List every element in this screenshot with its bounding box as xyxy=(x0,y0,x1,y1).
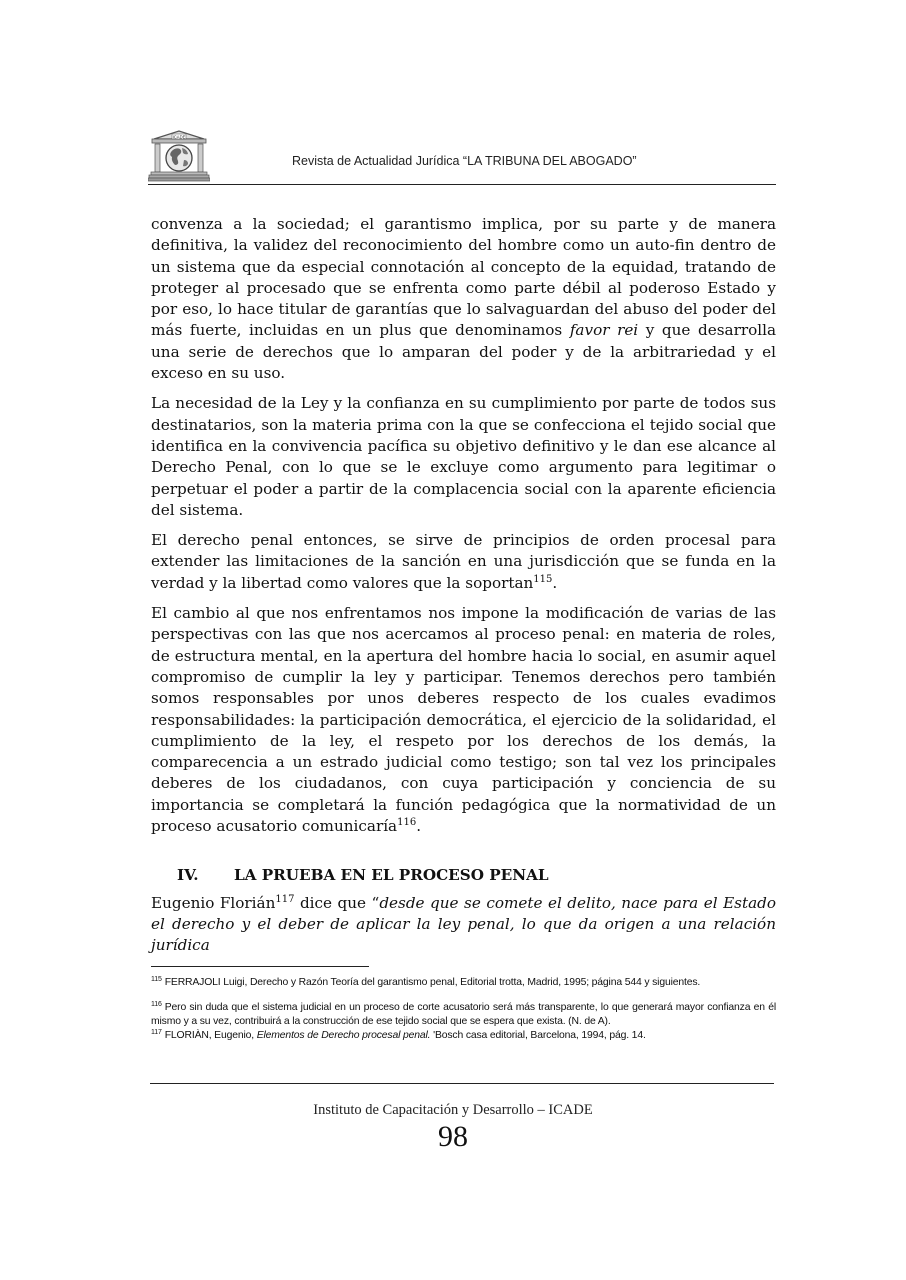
quoted-text: desde que se comete el delito, nace para el Estado el derecho y el deber de aplicar la ley penal, lo que da origen a una relación jurídica xyxy=(151,893,776,955)
courthouse-globe-logo-icon xyxy=(148,130,210,182)
page-header xyxy=(148,130,776,186)
section-title: LA PRUEBA EN EL PROCESO PENAL xyxy=(234,866,549,885)
page-number: 98 xyxy=(438,1120,468,1153)
main-text xyxy=(151,214,776,966)
footnotes xyxy=(151,976,776,1043)
paragraph-1: convenza a la sociedad; el garantismo implica, por su parte y de manera definitiva, la validez del reconocimiento del hombre como un auto-fin dentro de un sistema que da especial connotación al concepto de la equidad, tratando de proteger al procesado que se enfrenta como parte débil al poderoso Estado y por eso, lo hace titular de garantías que lo salvaguardan del abuso del poder del más fuerte, incluidas en un plus que denominamos favor rei y que desarrolla una serie de derechos que lo amparan del poder y de la arbitrariedad y el exceso en su uso. xyxy=(151,215,777,383)
footnote-ref-115[interactable]: 115 xyxy=(533,573,553,585)
paragraph-4: El cambio al que nos enfrentamos nos impone la modificación de varias de las perspectivas con las que nos acercamos al proceso penal: en materia de roles, de estructura mental, en la apertura del hombre hacia lo social, en asumir aquel compromiso de cumplir la ley y participar. Tenemos derechos pero también somos responsables por unos deberes respecto de los cuales evadimos responsabilidades: la participación democrática, el ejercicio de la solidaridad, el cumplimiento de la ley, el respeto por los derechos de los demás, la comparecencia a un estrado judicial como testigo; son tal vez los principales deberes de los ciudadanos, con cuya participación y conciencia de su importancia se completará la función pedagógica que la normatividad de un proceso acusatorio comunicaría$^{116}$. xyxy=(151,604,776,836)
journal-title: Revista de Actualidad Jurídica “LA TRIBUNA DEL ABOGADO” xyxy=(292,154,637,168)
footnote-115: $^{115}$ FERRAJOLI Luigi, Derecho y Razón Teoría del garantismo penal, Editorial trotta, Madrid, 1995; página 544 y siguientes. xyxy=(151,975,701,988)
header-divider xyxy=(148,184,776,185)
footnote-117: $^{117}$ FLORIÀN, Eugenio, Elementos de Derecho procesal penal. 'Bosch casa editorial, Barcelona, 1994, pág. 14. xyxy=(151,1028,646,1041)
paragraph-3: El derecho penal entonces, se sirve de principios de orden procesal para extender las limitaciones de la sanción en una jurisdicción que se funda en la verdad y la libertad como valores que la soportan$^{115}$. xyxy=(151,531,776,592)
paragraph-2: La necesidad de la Ley y la confianza en su cumplimiento por parte de todos sus destinatarios, son la materia prima con la que se confecciona el tejido social que identifica en la convivencia pacífica su objetivo definitivo y le dan ese alcance al Derecho Penal, con lo que se le excluye como argumento para legitimar o perpetuar el poder a partir de la complacencia social con la aparente eficiencia del sistema. xyxy=(151,394,776,519)
section-heading xyxy=(151,865,776,886)
footnote-ref-117[interactable]: 117 xyxy=(275,893,295,905)
logo-text: ICADE xyxy=(172,134,186,140)
footer-institute: Instituto de Capacitación y Desarrollo – ICADE xyxy=(313,1102,593,1118)
footnote-ref-116[interactable]: 116 xyxy=(397,816,417,828)
section-number: IV. xyxy=(177,866,199,885)
footer-divider xyxy=(150,1083,774,1084)
footnote-116: $^{116}$ Pero sin duda que el sistema judicial en un proceso de corte acusatorio será más transparente, lo que generará mayor confianza en él mismo y a su vez, contribuirá a la construcción de ese tejido social que se espera que exista. (N. de A). xyxy=(151,1000,776,1027)
paragraph-5: Eugenio Florián$^{117}$ dice que “desde que se comete el delito, nace para el Estado el derecho y el deber de aplicar la ley penal, lo que da origen a una relación jurídica xyxy=(151,893,776,955)
footnote-divider xyxy=(151,966,369,967)
italic-term: favor rei xyxy=(569,321,639,340)
